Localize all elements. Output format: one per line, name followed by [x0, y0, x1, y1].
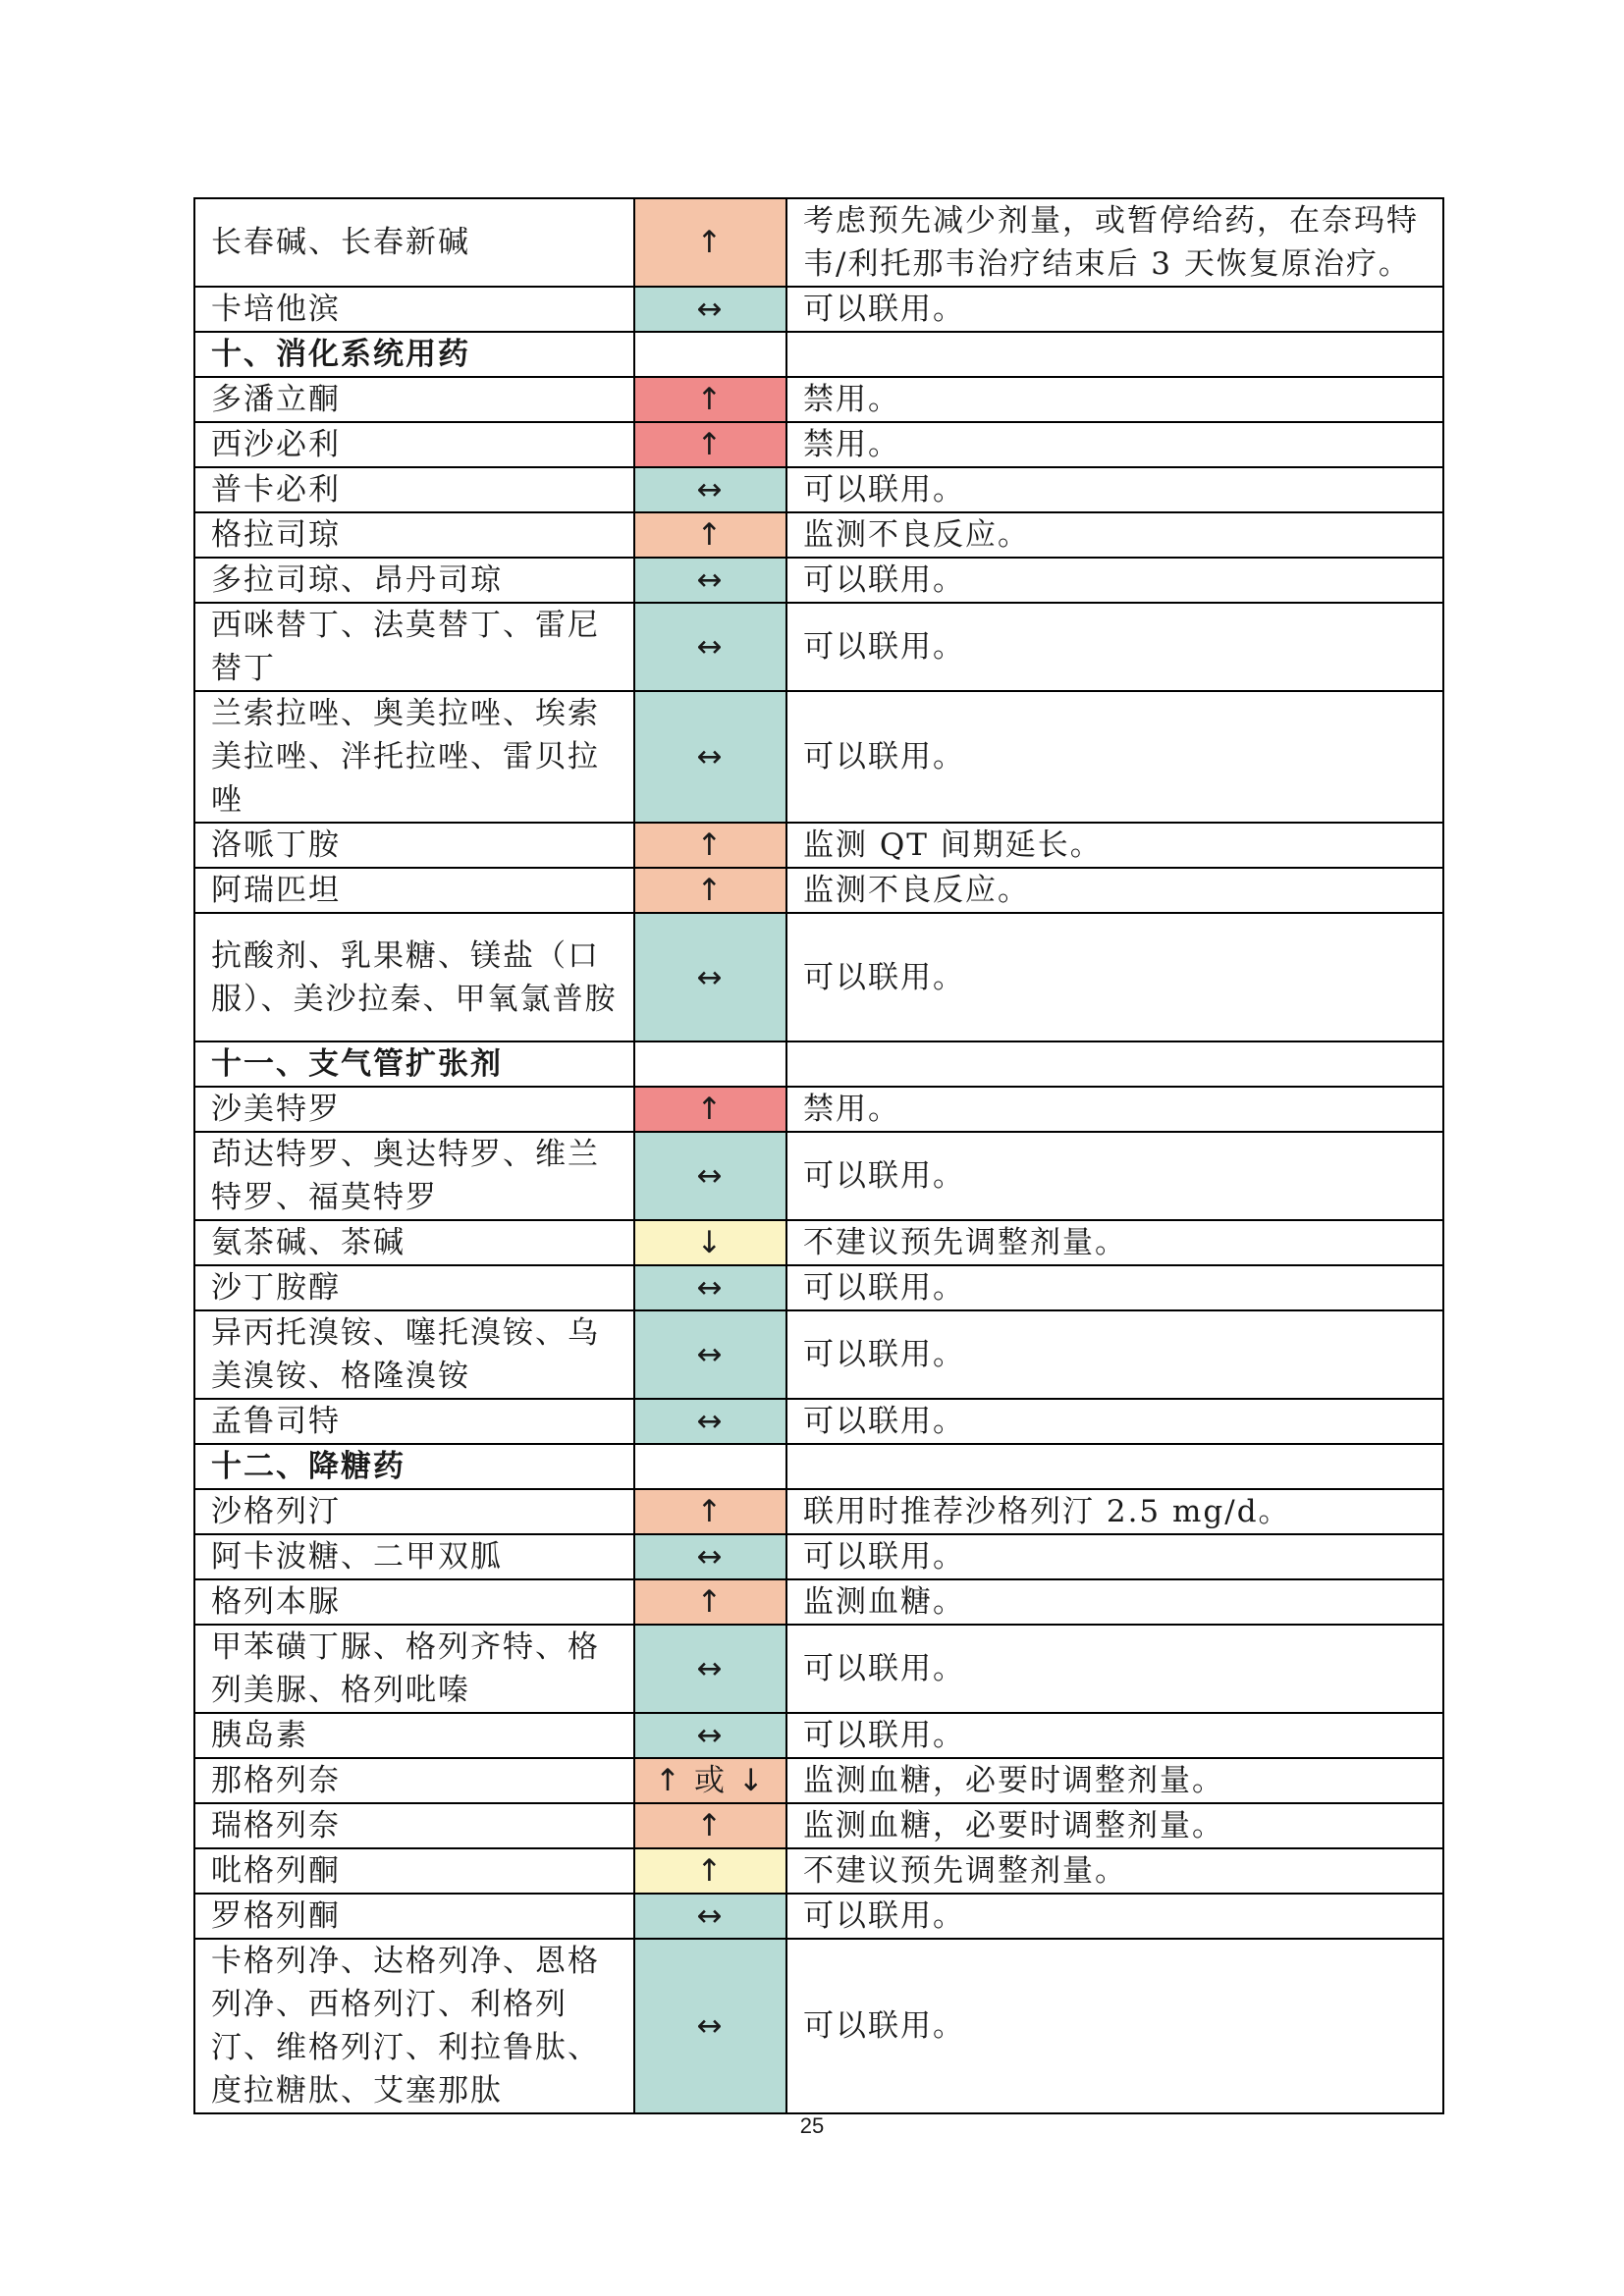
recommendation-cell: 禁用。 — [786, 377, 1443, 422]
recommendation-cell: 可以联用。 — [786, 1265, 1443, 1310]
table-row — [194, 558, 1443, 603]
effect-cell: ↔ — [634, 467, 786, 512]
effect-cell: ↑ — [634, 1803, 786, 1848]
drug-name-cell: 异丙托溴铵、噻托溴铵、乌美溴铵、格隆溴铵 — [194, 1310, 634, 1399]
effect-cell: ↑ — [634, 512, 786, 558]
effect-cell: ↑ — [634, 198, 786, 287]
recommendation-cell — [786, 1444, 1443, 1489]
drug-name-cell: 西咪替丁、法莫替丁、雷尼替丁 — [194, 603, 634, 691]
drug-name-cell: 格列本脲 — [194, 1579, 634, 1625]
recommendation-cell: 可以联用。 — [786, 1310, 1443, 1399]
effect-cell — [634, 332, 786, 377]
table-row — [194, 1848, 1443, 1894]
drug-name-cell: 阿瑞匹坦 — [194, 868, 634, 913]
recommendation-cell: 监测不良反应。 — [786, 868, 1443, 913]
table-row — [194, 1803, 1443, 1848]
effect-cell: ↔ — [634, 1713, 786, 1758]
recommendation-cell — [786, 332, 1443, 377]
recommendation-cell: 禁用。 — [786, 1087, 1443, 1132]
recommendation-cell: 可以联用。 — [786, 287, 1443, 332]
drug-name-cell: 阿卡波糖、二甲双胍 — [194, 1534, 634, 1579]
effect-cell: ↔ — [634, 691, 786, 823]
recommendation-cell: 监测不良反应。 — [786, 512, 1443, 558]
effect-cell: ↑ — [634, 1087, 786, 1132]
table-row — [194, 868, 1443, 913]
drug-name-cell: 罗格列酮 — [194, 1894, 634, 1939]
table-row — [194, 913, 1443, 1041]
drug-name-cell: 卡培他滨 — [194, 287, 634, 332]
recommendation-cell: 可以联用。 — [786, 1534, 1443, 1579]
table-row — [194, 467, 1443, 512]
section-heading: 十二、降糖药 — [194, 1444, 634, 1489]
effect-cell: ↑ — [634, 1489, 786, 1534]
effect-cell: ↔ — [634, 1132, 786, 1220]
recommendation-cell: 监测血糖。 — [786, 1579, 1443, 1625]
drug-name-cell: 那格列奈 — [194, 1758, 634, 1803]
recommendation-cell: 监测血糖，必要时调整剂量。 — [786, 1758, 1443, 1803]
effect-cell: ↔ — [634, 603, 786, 691]
recommendation-cell: 禁用。 — [786, 422, 1443, 467]
recommendation-cell: 可以联用。 — [786, 467, 1443, 512]
recommendation-cell: 可以联用。 — [786, 1132, 1443, 1220]
recommendation-cell: 联用时推荐沙格列汀 2.5 mg/d。 — [786, 1489, 1443, 1534]
table-row — [194, 287, 1443, 332]
recommendation-cell: 可以联用。 — [786, 1939, 1443, 2113]
effect-cell — [634, 1041, 786, 1087]
drug-name-cell: 洛哌丁胺 — [194, 823, 634, 868]
drug-name-cell: 长春碱、长春新碱 — [194, 198, 634, 287]
recommendation-cell: 可以联用。 — [786, 1399, 1443, 1444]
effect-cell: ↔ — [634, 1534, 786, 1579]
table-row — [194, 512, 1443, 558]
table-row — [194, 422, 1443, 467]
effect-cell: ↔ — [634, 913, 786, 1041]
effect-cell: ↑ 或 ↓ — [634, 1758, 786, 1803]
effect-cell: ↔ — [634, 1625, 786, 1713]
table-row — [194, 1310, 1443, 1399]
recommendation-cell: 考虑预先减少剂量，或暂停给药，在奈玛特韦/利托那韦治疗结束后 3 天恢复原治疗。 — [786, 198, 1443, 287]
table-row — [194, 1399, 1443, 1444]
effect-cell: ↔ — [634, 1894, 786, 1939]
effect-cell: ↔ — [634, 1939, 786, 2113]
table-body — [194, 198, 1443, 2113]
drug-name-cell: 多潘立酮 — [194, 377, 634, 422]
drug-name-cell: 氨茶碱、茶碱 — [194, 1220, 634, 1265]
section-heading: 十、消化系统用药 — [194, 332, 634, 377]
table-row — [194, 1132, 1443, 1220]
effect-cell: ↑ — [634, 422, 786, 467]
recommendation-cell: 可以联用。 — [786, 1713, 1443, 1758]
drug-name-cell: 吡格列酮 — [194, 1848, 634, 1894]
drug-name-cell: 胰岛素 — [194, 1713, 634, 1758]
effect-cell: ↔ — [634, 1310, 786, 1399]
drug-name-cell: 沙丁胺醇 — [194, 1265, 634, 1310]
section-row — [194, 332, 1443, 377]
drug-name-cell: 沙美特罗 — [194, 1087, 634, 1132]
drug-name-cell: 格拉司琼 — [194, 512, 634, 558]
drug-name-cell: 抗酸剂、乳果糖、镁盐（口服）、美沙拉秦、甲氧氯普胺 — [194, 913, 634, 1041]
recommendation-cell: 可以联用。 — [786, 1894, 1443, 1939]
table-row — [194, 1939, 1443, 2113]
drug-name-cell: 兰索拉唑、奥美拉唑、埃索美拉唑、泮托拉唑、雷贝拉唑 — [194, 691, 634, 823]
table-row — [194, 1713, 1443, 1758]
recommendation-cell: 可以联用。 — [786, 603, 1443, 691]
recommendation-cell: 监测血糖，必要时调整剂量。 — [786, 1803, 1443, 1848]
recommendation-cell: 监测 QT 间期延长。 — [786, 823, 1443, 868]
table-row — [194, 1265, 1443, 1310]
table-row — [194, 1625, 1443, 1713]
table-row — [194, 603, 1443, 691]
effect-cell — [634, 1444, 786, 1489]
effect-cell: ↑ — [634, 1579, 786, 1625]
effect-cell: ↔ — [634, 1265, 786, 1310]
drug-name-cell: 卡格列净、达格列净、恩格列净、西格列汀、利格列汀、维格列汀、利拉鲁肽、度拉糖肽、艾塞那肽 — [194, 1939, 634, 2113]
effect-cell: ↔ — [634, 287, 786, 332]
section-heading: 十一、支气管扩张剂 — [194, 1041, 634, 1087]
drug-name-cell: 西沙必利 — [194, 422, 634, 467]
recommendation-cell — [786, 1041, 1443, 1087]
table-row — [194, 1220, 1443, 1265]
effect-cell: ↑ — [634, 868, 786, 913]
table-row — [194, 823, 1443, 868]
table-row — [194, 1894, 1443, 1939]
drug-interaction-table — [193, 197, 1444, 2114]
drug-name-cell: 甲苯磺丁脲、格列齐特、格列美脲、格列吡嗪 — [194, 1625, 634, 1713]
drug-name-cell: 孟鲁司特 — [194, 1399, 634, 1444]
drug-name-cell: 沙格列汀 — [194, 1489, 634, 1534]
recommendation-cell: 可以联用。 — [786, 913, 1443, 1041]
page-number: 25 — [799, 2113, 825, 2138]
table-row — [194, 1579, 1443, 1625]
table-row — [194, 1758, 1443, 1803]
table-row — [194, 198, 1443, 287]
effect-cell: ↑ — [634, 1848, 786, 1894]
table-row — [194, 1489, 1443, 1534]
effect-cell: ↑ — [634, 823, 786, 868]
effect-cell: ↔ — [634, 558, 786, 603]
effect-cell: ↔ — [634, 1399, 786, 1444]
section-row — [194, 1444, 1443, 1489]
recommendation-cell: 可以联用。 — [786, 558, 1443, 603]
recommendation-cell: 可以联用。 — [786, 1625, 1443, 1713]
drug-name-cell: 多拉司琼、昂丹司琼 — [194, 558, 634, 603]
table-row — [194, 691, 1443, 823]
drug-name-cell: 普卡必利 — [194, 467, 634, 512]
effect-cell: ↓ — [634, 1220, 786, 1265]
section-row — [194, 1041, 1443, 1087]
table-row — [194, 1534, 1443, 1579]
table-row — [194, 377, 1443, 422]
table-row — [194, 1087, 1443, 1132]
effect-cell: ↑ — [634, 377, 786, 422]
drug-name-cell: 茚达特罗、奥达特罗、维兰特罗、福莫特罗 — [194, 1132, 634, 1220]
drug-name-cell: 瑞格列奈 — [194, 1803, 634, 1848]
recommendation-cell: 不建议预先调整剂量。 — [786, 1220, 1443, 1265]
recommendation-cell: 可以联用。 — [786, 691, 1443, 823]
recommendation-cell: 不建议预先调整剂量。 — [786, 1848, 1443, 1894]
